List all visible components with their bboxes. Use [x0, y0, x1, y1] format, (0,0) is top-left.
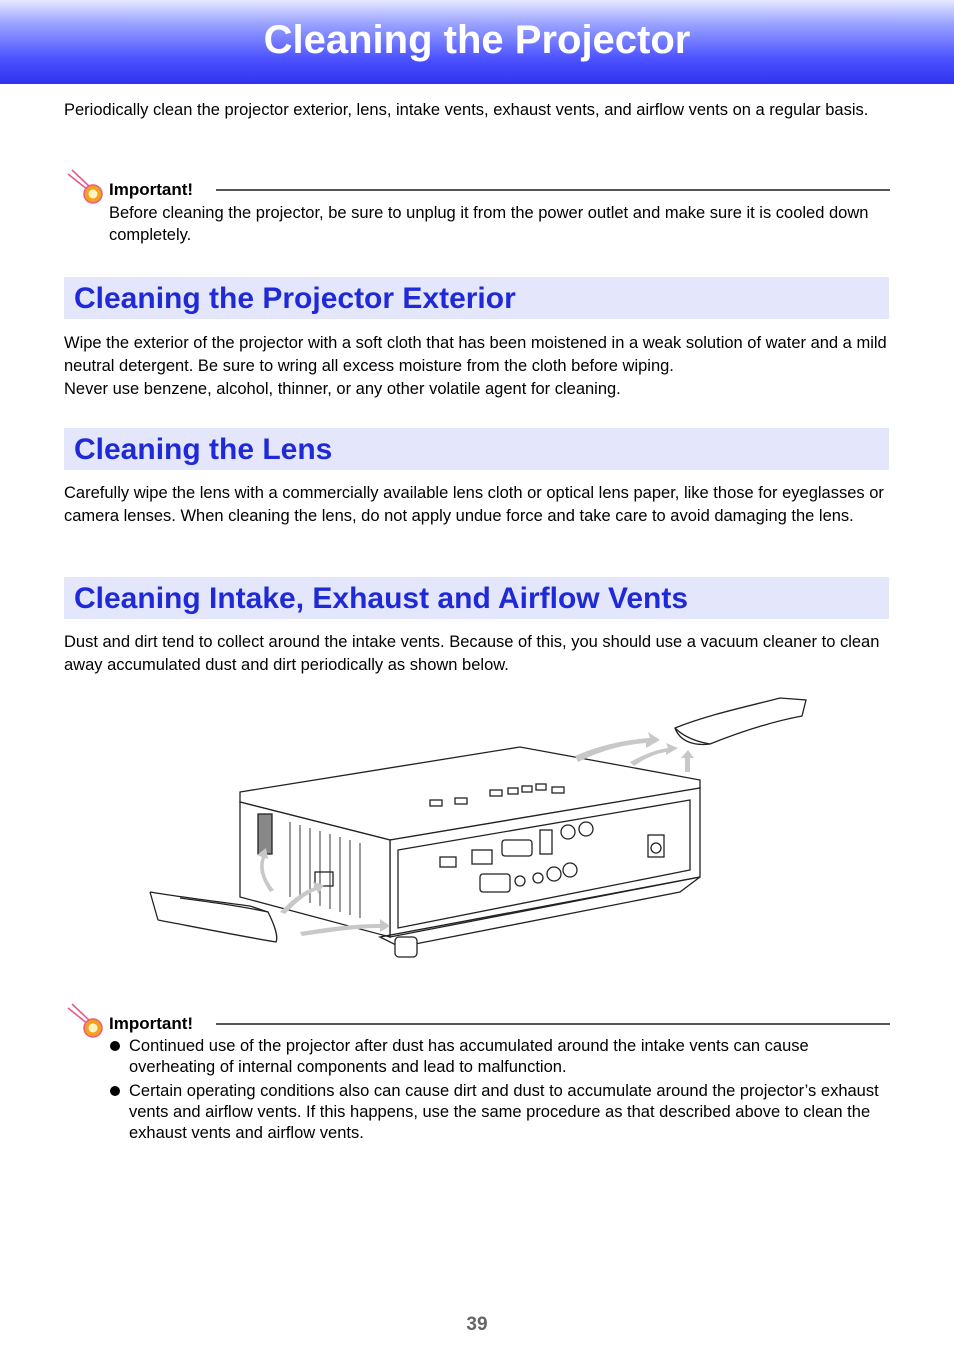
- important-text: Before cleaning the projector, be sure to unplug it from the power outlet and make sure it is cooled down completely.: [109, 204, 869, 244]
- intro-paragraph: Periodically clean the projector exterior, lens, intake vents, exhaust vents, and airflow vents on a regular basis.: [64, 101, 869, 119]
- vacuum-cleaning-illustration: [140, 692, 810, 967]
- page-title: Cleaning the Projector: [263, 18, 691, 62]
- bullet-text: Certain operating conditions also can cause dirt and dust to accumulate around the projector’s exhaust vents and airflow vents. If this happens, use the same procedure as that described above to clean the exhaust vents and airflow vents.: [129, 1082, 879, 1142]
- exterior-paragraph-1: Wipe the exterior of the projector with a soft cloth that has been moistened in a weak solution of water and a mild neutral detergent. Be sure to wring all excess moisture from the cloth before wiping.: [64, 334, 887, 375]
- bullet-icon: [110, 1041, 120, 1051]
- important-icon: [64, 168, 104, 208]
- bullet-icon: [110, 1086, 120, 1096]
- title-banner: [0, 0, 954, 84]
- section-heading-exterior: [64, 277, 889, 319]
- important-note-2: [64, 1002, 890, 1162]
- list-item: [108, 1081, 890, 1144]
- important-divider: [216, 1023, 890, 1025]
- important-divider: [216, 189, 890, 191]
- important-bullet-list: [108, 1036, 890, 1147]
- page-number: 39: [466, 1314, 488, 1335]
- important-label: Important!: [109, 1014, 199, 1034]
- vents-paragraph: Dust and dirt tend to collect around the intake vents. Because of this, you should use a vacuum cleaner to clean away accumulated dust and dirt periodically as shown below.: [64, 633, 880, 674]
- section-title: Cleaning Intake, Exhaust and Airflow Vents: [74, 582, 689, 615]
- list-item: [108, 1036, 890, 1078]
- exterior-paragraph-2: Never use benzene, alcohol, thinner, or any other volatile agent for cleaning.: [64, 380, 621, 398]
- important-label: Important!: [109, 180, 199, 200]
- section-heading-lens: [64, 428, 889, 470]
- important-icon: [64, 1002, 104, 1042]
- important-note-1: [64, 168, 890, 252]
- section-heading-vents: [64, 577, 889, 619]
- section-title: Cleaning the Projector Exterior: [74, 282, 516, 315]
- bullet-text: Continued use of the projector after dust has accumulated around the intake vents can cause overheating of internal components and lead to malfunction.: [129, 1037, 809, 1076]
- section-title: Cleaning the Lens: [74, 433, 333, 466]
- lens-paragraph: Carefully wipe the lens with a commercially available lens cloth or optical lens paper, like those for eyeglasses or camera lenses. When cleaning the lens, do not apply undue force and take care to avoid damaging the lens.: [64, 484, 884, 525]
